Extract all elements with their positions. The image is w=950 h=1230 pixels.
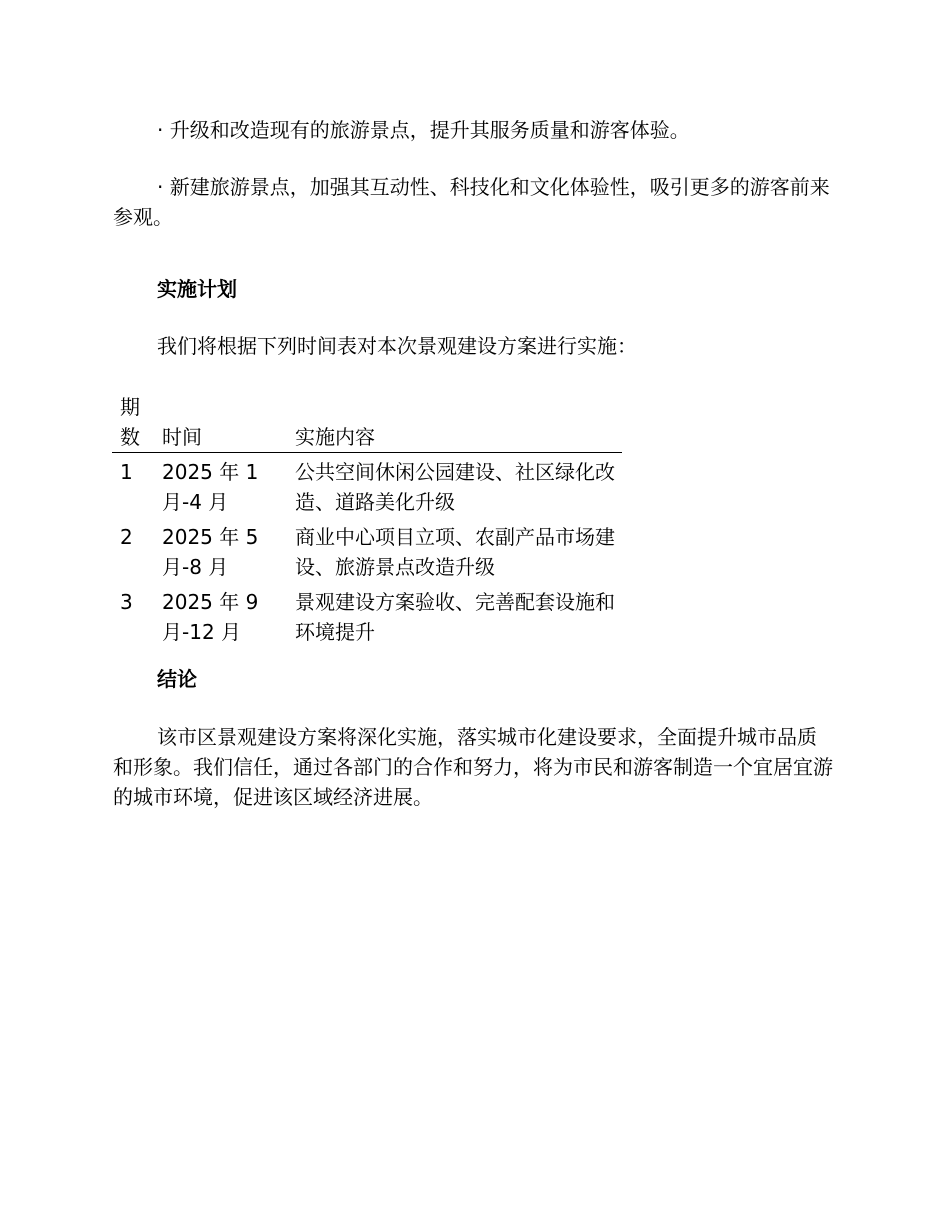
conclusion-heading: 结论 (157, 667, 197, 691)
table-row (112, 518, 622, 583)
conclusion-text: 该市区景观建设方案将深化实施，落实城市化建设要求，全面提升城市品质和形象。我们信任，通过各部门的合作和努力，将为市民和游客制造一个宜居宜游的城市环境，促进该区域经济进展。 (113, 725, 833, 809)
header-time: 时间 (162, 425, 202, 449)
table-row (112, 583, 622, 648)
row-content: 商业中心项目立项、农副产品市场建设、旅游景点改造升级 (295, 525, 615, 579)
row-time: 2025 年 9 月-12 月 (162, 590, 259, 644)
row-content: 景观建设方案验收、完善配套设施和环境提升 (295, 590, 615, 644)
table-row (112, 453, 622, 518)
table-header (112, 392, 622, 453)
bullet-new-attractions: · 新建旅游景点，加强其互动性、科技化和文化体验性，吸引更多的游客前来参观。 (113, 175, 830, 229)
implementation-intro: 我们将根据下列时间表对本次景观建设方案进行实施： (157, 334, 637, 358)
header-phase: 期数 (120, 395, 140, 449)
row-time: 2025 年 5 月-8 月 (162, 525, 259, 579)
row-phase: 1 (120, 460, 133, 484)
row-time: 2025 年 1 月-4 月 (162, 460, 259, 514)
row-phase: 3 (120, 590, 133, 614)
header-content: 实施内容 (295, 425, 375, 449)
row-content: 公共空间休闲公园建设、社区绿化改造、道路美化升级 (295, 460, 615, 514)
schedule-table (112, 392, 622, 648)
implementation-heading: 实施计划 (157, 277, 237, 301)
row-phase: 2 (120, 525, 133, 549)
bullet-upgrade-attractions: · 升级和改造现有的旅游景点，提升其服务质量和游客体验。 (157, 118, 690, 142)
